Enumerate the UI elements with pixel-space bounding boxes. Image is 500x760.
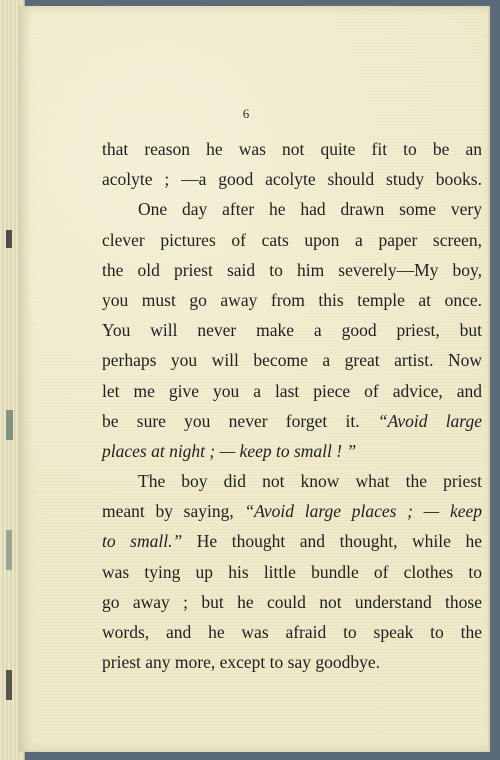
- text-line: [102, 526, 482, 556]
- text-segment: acolyte ; —a good acolyte should study books.: [102, 169, 482, 190]
- text-line: [102, 587, 482, 617]
- page-number: 6: [242, 106, 250, 121]
- text-segment: priest any more, except to say goodbye.: [102, 652, 380, 673]
- text-segment: meant by saying,: [102, 501, 245, 522]
- text-segment: was tying up his little bundle of clothes to: [102, 561, 482, 582]
- text-line: [102, 557, 482, 587]
- text-segment: let me give you a last piece of advice, and: [102, 380, 482, 401]
- text-line: [102, 164, 482, 194]
- text-segment: that reason he was not quite fit to be an: [102, 139, 482, 159]
- text-line: [102, 345, 482, 375]
- book-page: [18, 6, 488, 752]
- text-line: [102, 376, 482, 406]
- italic-text: “Avoid large places ; — keep: [244, 501, 483, 522]
- text-segment: be sure you never forget it.: [102, 410, 378, 431]
- text-segment: the old priest said to him severely—My boy,: [102, 259, 482, 280]
- text-line: [102, 285, 482, 315]
- text-line: [102, 496, 482, 526]
- text-segment: words, and he was afraid to speak to the: [102, 622, 482, 642]
- text-line: [102, 315, 482, 345]
- text-line: [102, 617, 482, 647]
- text-line: [102, 194, 482, 224]
- text-segment: One day after he had drawn some very: [138, 199, 482, 220]
- binding-marks: [6, 230, 16, 730]
- text-segment: perhaps you will become a great artist. Now: [102, 350, 482, 371]
- text-segment: go away ; but he could not understand those: [102, 591, 482, 612]
- text-segment: you must go away from this temple at once.: [102, 289, 482, 310]
- italic-text: to small.”: [102, 531, 183, 552]
- text-segment: clever pictures of cats upon a paper screen,: [102, 229, 482, 250]
- page-text: [102, 134, 482, 677]
- italic-text: places at night ; — keep to small ! ”: [102, 440, 357, 461]
- text-segment: The boy did not know what the priest: [138, 471, 482, 492]
- text-line: [102, 406, 482, 436]
- text-line: [102, 466, 482, 496]
- text-line: [102, 436, 482, 466]
- text-segment: He thought and thought, while he: [182, 531, 482, 552]
- text-line: [102, 647, 482, 677]
- text-line: [102, 255, 482, 285]
- text-segment: You will never make a good priest, but: [102, 320, 482, 341]
- italic-text: “Avoid large: [377, 410, 482, 431]
- text-line: [102, 134, 482, 164]
- text-line: [102, 225, 482, 255]
